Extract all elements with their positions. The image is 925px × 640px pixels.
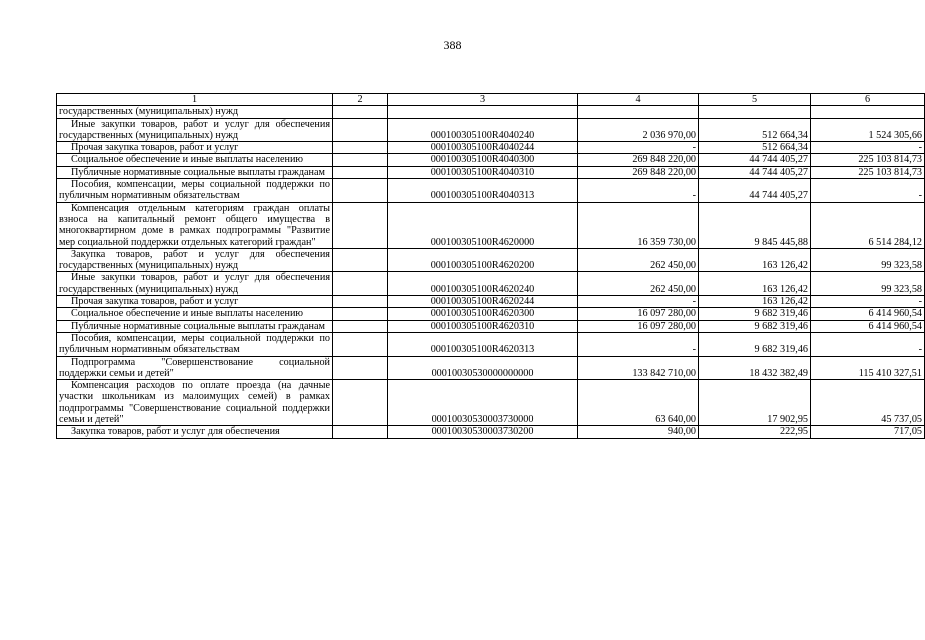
code-cell (388, 118, 578, 142)
cell-text: 9 682 319,46 (754, 320, 808, 332)
cell-text: Прочая закупка товаров, работ и услуг (71, 142, 239, 154)
executed-amount-cell (699, 154, 811, 166)
column-header: 1 (57, 94, 333, 106)
code-cell (388, 202, 578, 248)
remaining-amount-cell (811, 320, 925, 332)
cell-text: - (918, 296, 922, 308)
cell-text: 1 524 305,66 (868, 129, 922, 141)
executed-amount-cell (699, 179, 811, 203)
remaining-amount-cell (811, 248, 925, 272)
name (57, 248, 333, 272)
table-row (57, 296, 925, 308)
name (57, 308, 333, 320)
code-cell (388, 106, 578, 118)
cell-text: Закупка товаров, работ и услуг для обеспечения (71, 426, 280, 438)
column-header: 6 (811, 94, 925, 106)
code-cell (388, 166, 578, 178)
planned-amount-cell (578, 166, 699, 178)
name (57, 166, 333, 178)
table-body (57, 106, 925, 438)
name (57, 332, 333, 356)
cell-text: 63 640,00 (655, 414, 696, 426)
remaining-amount-cell (811, 179, 925, 203)
column-2-cell (333, 118, 388, 142)
executed-amount-cell (699, 272, 811, 296)
cell-text: 000100305100R4620000 (430, 236, 535, 248)
code-cell (388, 332, 578, 356)
code-cell (388, 356, 578, 380)
name (57, 202, 333, 248)
column-2-cell (333, 106, 388, 118)
code-cell (388, 248, 578, 272)
cell-text: 115 410 327,51 (858, 367, 922, 379)
planned-amount-cell (578, 356, 699, 380)
cell-text: 00010030530003730000 (431, 414, 534, 426)
remaining-amount-cell (811, 296, 925, 308)
code-cell (388, 296, 578, 308)
cell-text: 000100305100R4620244 (430, 296, 535, 308)
name (57, 356, 333, 380)
planned-amount-cell (578, 248, 699, 272)
column-2-cell (333, 320, 388, 332)
page-number: 388 (443, 38, 462, 52)
table-row (57, 179, 925, 203)
cell-text: 000100305100R4620240 (430, 283, 535, 295)
cell-text: 2 036 970,00 (642, 129, 696, 141)
code-cell (388, 380, 578, 426)
name (57, 296, 333, 308)
code-cell (388, 320, 578, 332)
column-2-cell (333, 179, 388, 203)
table-row (57, 272, 925, 296)
name (57, 320, 333, 332)
cell-text: 000100305100R4040310 (430, 166, 535, 178)
planned-amount-cell (578, 320, 699, 332)
executed-amount-cell (699, 332, 811, 356)
cell-text: Публичные нормативные социальные выплаты гражданам (71, 320, 325, 332)
planned-amount-cell (578, 202, 699, 248)
remaining-amount-cell (811, 272, 925, 296)
column-2-cell (333, 308, 388, 320)
remaining-amount-cell (811, 426, 925, 438)
code-cell (388, 426, 578, 438)
remaining-amount-cell (811, 106, 925, 118)
code-cell (388, 272, 578, 296)
planned-amount-cell (578, 106, 699, 118)
cell-text: Подпрограмма "Совершенствование социальной поддержки семьи и детей" (59, 356, 330, 379)
column-2-cell (333, 166, 388, 178)
cell-text: государственных (муниципальных) нужд (59, 106, 239, 118)
cell-text: - (692, 190, 696, 202)
name (57, 118, 333, 142)
code-cell (388, 179, 578, 203)
column-2-cell (333, 202, 388, 248)
table-row (57, 142, 925, 154)
cell-text: 163 126,42 (762, 296, 808, 308)
cell-text: Пособия, компенсации, меры социальной поддержки по публичным нормативным обязательствам (59, 179, 330, 202)
column-2-cell (333, 248, 388, 272)
column-2-cell (333, 272, 388, 296)
executed-amount-cell (699, 308, 811, 320)
cell-text: 262 450,00 (650, 260, 696, 272)
cell-text: 99 323,58 (881, 260, 922, 272)
cell-text: Прочая закупка товаров, работ и услуг (71, 296, 239, 308)
cell-text: 16 359 730,00 (637, 236, 696, 248)
table-row (57, 248, 925, 272)
executed-amount-cell (699, 356, 811, 380)
executed-amount-cell (699, 296, 811, 308)
column-2-cell (333, 356, 388, 380)
cell-text: 9 682 319,46 (754, 308, 808, 320)
planned-amount-cell (578, 380, 699, 426)
cell-text: 717,05 (893, 426, 922, 438)
cell-text: 000100305100R4620313 (430, 344, 535, 356)
code-cell (388, 142, 578, 154)
remaining-amount-cell (811, 118, 925, 142)
remaining-amount-cell (811, 202, 925, 248)
remaining-amount-cell (811, 332, 925, 356)
cell-text: 133 842 710,00 (632, 367, 696, 379)
cell-text: 269 848 220,00 (632, 166, 696, 178)
cell-text: 225 103 814,73 (858, 154, 922, 166)
remaining-amount-cell (811, 308, 925, 320)
table-row (57, 308, 925, 320)
cell-text: 44 744 405,27 (749, 190, 808, 202)
column-2-cell (333, 296, 388, 308)
cell-text: - (692, 142, 696, 154)
executed-amount-cell (699, 202, 811, 248)
cell-text: 163 126,42 (762, 283, 808, 295)
code-cell (388, 308, 578, 320)
cell-text: 000100305100R4620200 (430, 260, 535, 272)
cell-text: 000100305100R4620300 (430, 308, 535, 320)
cell-text: 269 848 220,00 (632, 154, 696, 166)
column-2-cell (333, 154, 388, 166)
cell-text: Иные закупки товаров, работ и услуг для обеспечения государственных (муниципальных) нужд (59, 272, 330, 295)
cell-text: 000100305100R4040244 (430, 142, 535, 154)
cell-text: Социальное обеспечение и иные выплаты населению (71, 154, 304, 166)
cell-text: 17 902,95 (767, 414, 808, 426)
cell-text: 000100305100R4620310 (430, 320, 535, 332)
executed-amount-cell (699, 426, 811, 438)
column-2-cell (333, 380, 388, 426)
cell-text: 9 845 445,88 (754, 236, 808, 248)
column-2-cell (333, 426, 388, 438)
column-header: 5 (699, 94, 811, 106)
cell-text: 512 664,34 (762, 129, 808, 141)
cell-text: 000100305100R4040240 (430, 129, 535, 141)
planned-amount-cell (578, 296, 699, 308)
cell-text: 000100305100R4040313 (430, 190, 535, 202)
cell-text: 45 737,05 (881, 414, 922, 426)
table-row (57, 332, 925, 356)
executed-amount-cell (699, 106, 811, 118)
executed-amount-cell (699, 142, 811, 154)
cell-text: Компенсация расходов по оплате проезда (на дачные участки школьникам из малоимущих семей) в рамках подпрограммы "Совершенствование социальной поддержки семьи и детей" (59, 380, 330, 426)
planned-amount-cell (578, 426, 699, 438)
cell-text: Пособия, компенсации, меры социальной поддержки по публичным нормативным обязательствам (59, 332, 330, 356)
remaining-amount-cell (811, 154, 925, 166)
cell-text: Компенсация отдельным категориям граждан оплаты взноса на капитальный ремонт общего имущества в многоквартирном доме в рамках подпрограммы "Развитие мер социальной поддержки отдельных категорий граждан" (59, 202, 330, 248)
column-2-cell (333, 142, 388, 154)
cell-text: 16 097 280,00 (637, 308, 696, 320)
planned-amount-cell (578, 142, 699, 154)
cell-text: 44 744 405,27 (749, 154, 808, 166)
planned-amount-cell (578, 179, 699, 203)
table-row (57, 356, 925, 380)
column-header: 2 (333, 94, 388, 106)
cell-text: 225 103 814,73 (858, 166, 922, 178)
cell-text: Публичные нормативные социальные выплаты гражданам (71, 166, 325, 178)
table-row (57, 202, 925, 248)
cell-text: 940,00 (667, 426, 696, 438)
column-header: 4 (578, 94, 699, 106)
table-row (57, 106, 925, 118)
column-header: 3 (388, 94, 578, 106)
cell-text: Социальное обеспечение и иные выплаты населению (71, 308, 304, 320)
cell-text: - (918, 344, 922, 356)
remaining-amount-cell (811, 166, 925, 178)
cell-text: 00010030530003730200 (431, 426, 534, 438)
name (57, 179, 333, 203)
column-2-cell (333, 332, 388, 356)
cell-text: 163 126,42 (762, 260, 808, 272)
table-row (57, 118, 925, 142)
table-row (57, 426, 925, 438)
cell-text: 9 682 319,46 (754, 344, 808, 356)
table-row (57, 154, 925, 166)
name (57, 426, 333, 438)
planned-amount-cell (578, 154, 699, 166)
executed-amount-cell (699, 118, 811, 142)
cell-text: 512 664,34 (762, 142, 808, 154)
name (57, 142, 333, 154)
table-row (57, 166, 925, 178)
cell-text: 6 414 960,54 (868, 320, 922, 332)
table-header-row (57, 94, 925, 106)
cell-text: 262 450,00 (650, 283, 696, 295)
executed-amount-cell (699, 320, 811, 332)
planned-amount-cell (578, 272, 699, 296)
cell-text: 6 414 960,54 (868, 308, 922, 320)
executed-amount-cell (699, 248, 811, 272)
cell-text: - (692, 296, 696, 308)
cell-text: 000100305100R4040300 (430, 154, 535, 166)
cell-text: - (918, 190, 922, 202)
name (57, 380, 333, 426)
cell-text: 00010030530000000000 (431, 367, 534, 379)
planned-amount-cell (578, 308, 699, 320)
executed-amount-cell (699, 166, 811, 178)
cell-text: - (692, 344, 696, 356)
planned-amount-cell (578, 118, 699, 142)
cell-text: 44 744 405,27 (749, 166, 808, 178)
cell-text: Иные закупки товаров, работ и услуг для обеспечения государственных (муниципальных) нужд (59, 118, 330, 141)
name (57, 272, 333, 296)
cell-text: - (918, 142, 922, 154)
table-row (57, 320, 925, 332)
cell-text: 222,95 (779, 426, 808, 438)
name (57, 106, 333, 118)
name (57, 154, 333, 166)
code-cell (388, 154, 578, 166)
planned-amount-cell (578, 332, 699, 356)
remaining-amount-cell (811, 380, 925, 426)
cell-text: 99 323,58 (881, 283, 922, 295)
executed-amount-cell (699, 380, 811, 426)
remaining-amount-cell (811, 142, 925, 154)
cell-text: 16 097 280,00 (637, 320, 696, 332)
cell-text: 18 432 382,49 (749, 367, 808, 379)
remaining-amount-cell (811, 356, 925, 380)
cell-text: 6 514 284,12 (868, 236, 922, 248)
table-row (57, 380, 925, 426)
budget-table (56, 93, 925, 439)
cell-text: Закупка товаров, работ и услуг для обеспечения государственных (муниципальных) нужд (59, 248, 330, 272)
